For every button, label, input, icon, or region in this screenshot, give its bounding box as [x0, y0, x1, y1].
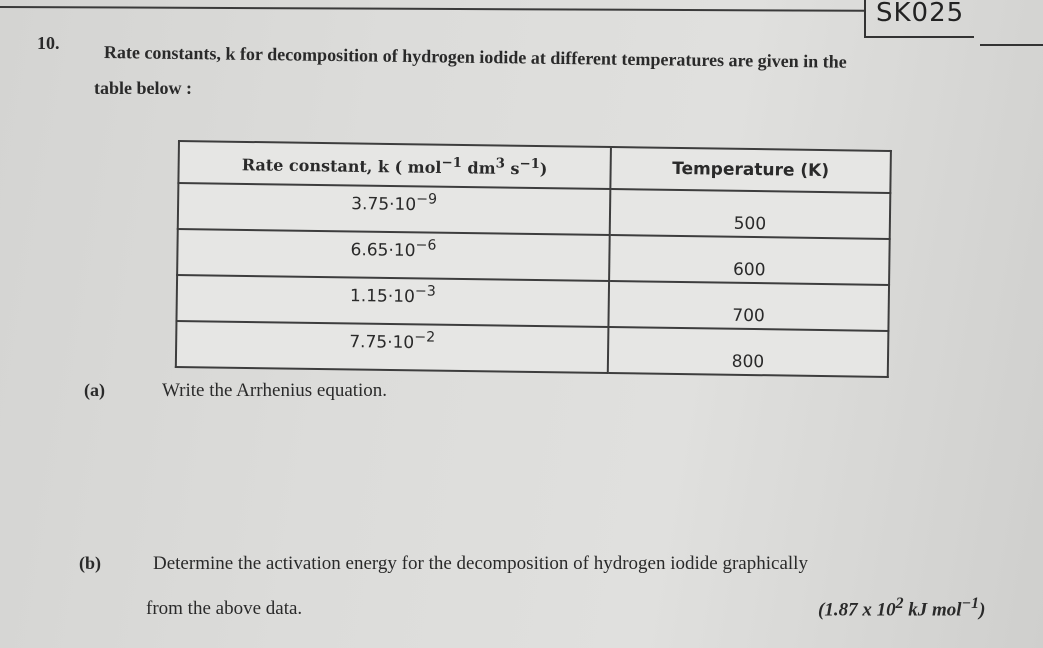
- header-k-exp2: 3: [495, 155, 506, 172]
- k-exponent: −6: [415, 237, 437, 254]
- temperature-value: 800: [608, 327, 889, 377]
- part-b-answer: [818, 595, 985, 621]
- paper-code: SK025: [864, 0, 974, 38]
- header-k-mid2: s: [504, 158, 520, 178]
- top-rule: [0, 6, 865, 12]
- part-b-label: (b): [79, 553, 101, 573]
- k-mantissa: 6.65·10: [350, 240, 416, 261]
- k-value: [176, 275, 609, 327]
- k-value: [177, 229, 610, 281]
- header-temperature: Temperature (K): [610, 147, 891, 193]
- k-exponent: −9: [416, 191, 438, 208]
- question-text-line2: table below :: [94, 78, 192, 98]
- rate-constant-table: [175, 140, 892, 378]
- right-rule: [980, 44, 1043, 46]
- k-mantissa: 7.75·10: [349, 332, 415, 353]
- k-mantissa: 3.75·10: [351, 194, 417, 215]
- question-number: 10.: [37, 33, 60, 53]
- k-exponent: −2: [414, 329, 436, 346]
- k-value: [176, 321, 609, 373]
- header-rate-constant: [178, 141, 611, 189]
- header-k-suffix: ): [539, 159, 548, 179]
- part-a-text: Write the Arrhenius equation.: [162, 380, 388, 401]
- k-mantissa: 1.15·10: [349, 286, 415, 307]
- answer-mid: kJ mol: [903, 599, 962, 621]
- header-k-mid1: dm: [461, 158, 496, 178]
- temperature-value: 600: [609, 235, 890, 285]
- answer-exp2: −1: [961, 595, 980, 612]
- k-value: [178, 183, 611, 235]
- header-k-exp3: −1: [519, 155, 541, 172]
- answer-prefix: (1.87 x 10: [818, 599, 896, 621]
- table-row: [176, 321, 889, 377]
- answer-suffix: ): [979, 599, 986, 621]
- k-exponent: −3: [414, 283, 436, 300]
- part-b-text-line1: Determine the activation energy for the decomposition of hydrogen iodide graphically: [153, 553, 808, 574]
- part-a-label: (a): [84, 380, 105, 400]
- header-k-exp1: −1: [441, 154, 463, 171]
- answer-exp1: 2: [895, 595, 904, 612]
- temperature-value: 700: [608, 281, 889, 331]
- header-k-prefix: Rate constant, k ( mol: [241, 155, 442, 177]
- temperature-value: 500: [610, 189, 891, 239]
- question-text-line1: Rate constants, k for decomposition of hydrogen iodide at different temperatures are given in the: [103, 42, 847, 72]
- part-b-text-line2: from the above data.: [146, 598, 303, 619]
